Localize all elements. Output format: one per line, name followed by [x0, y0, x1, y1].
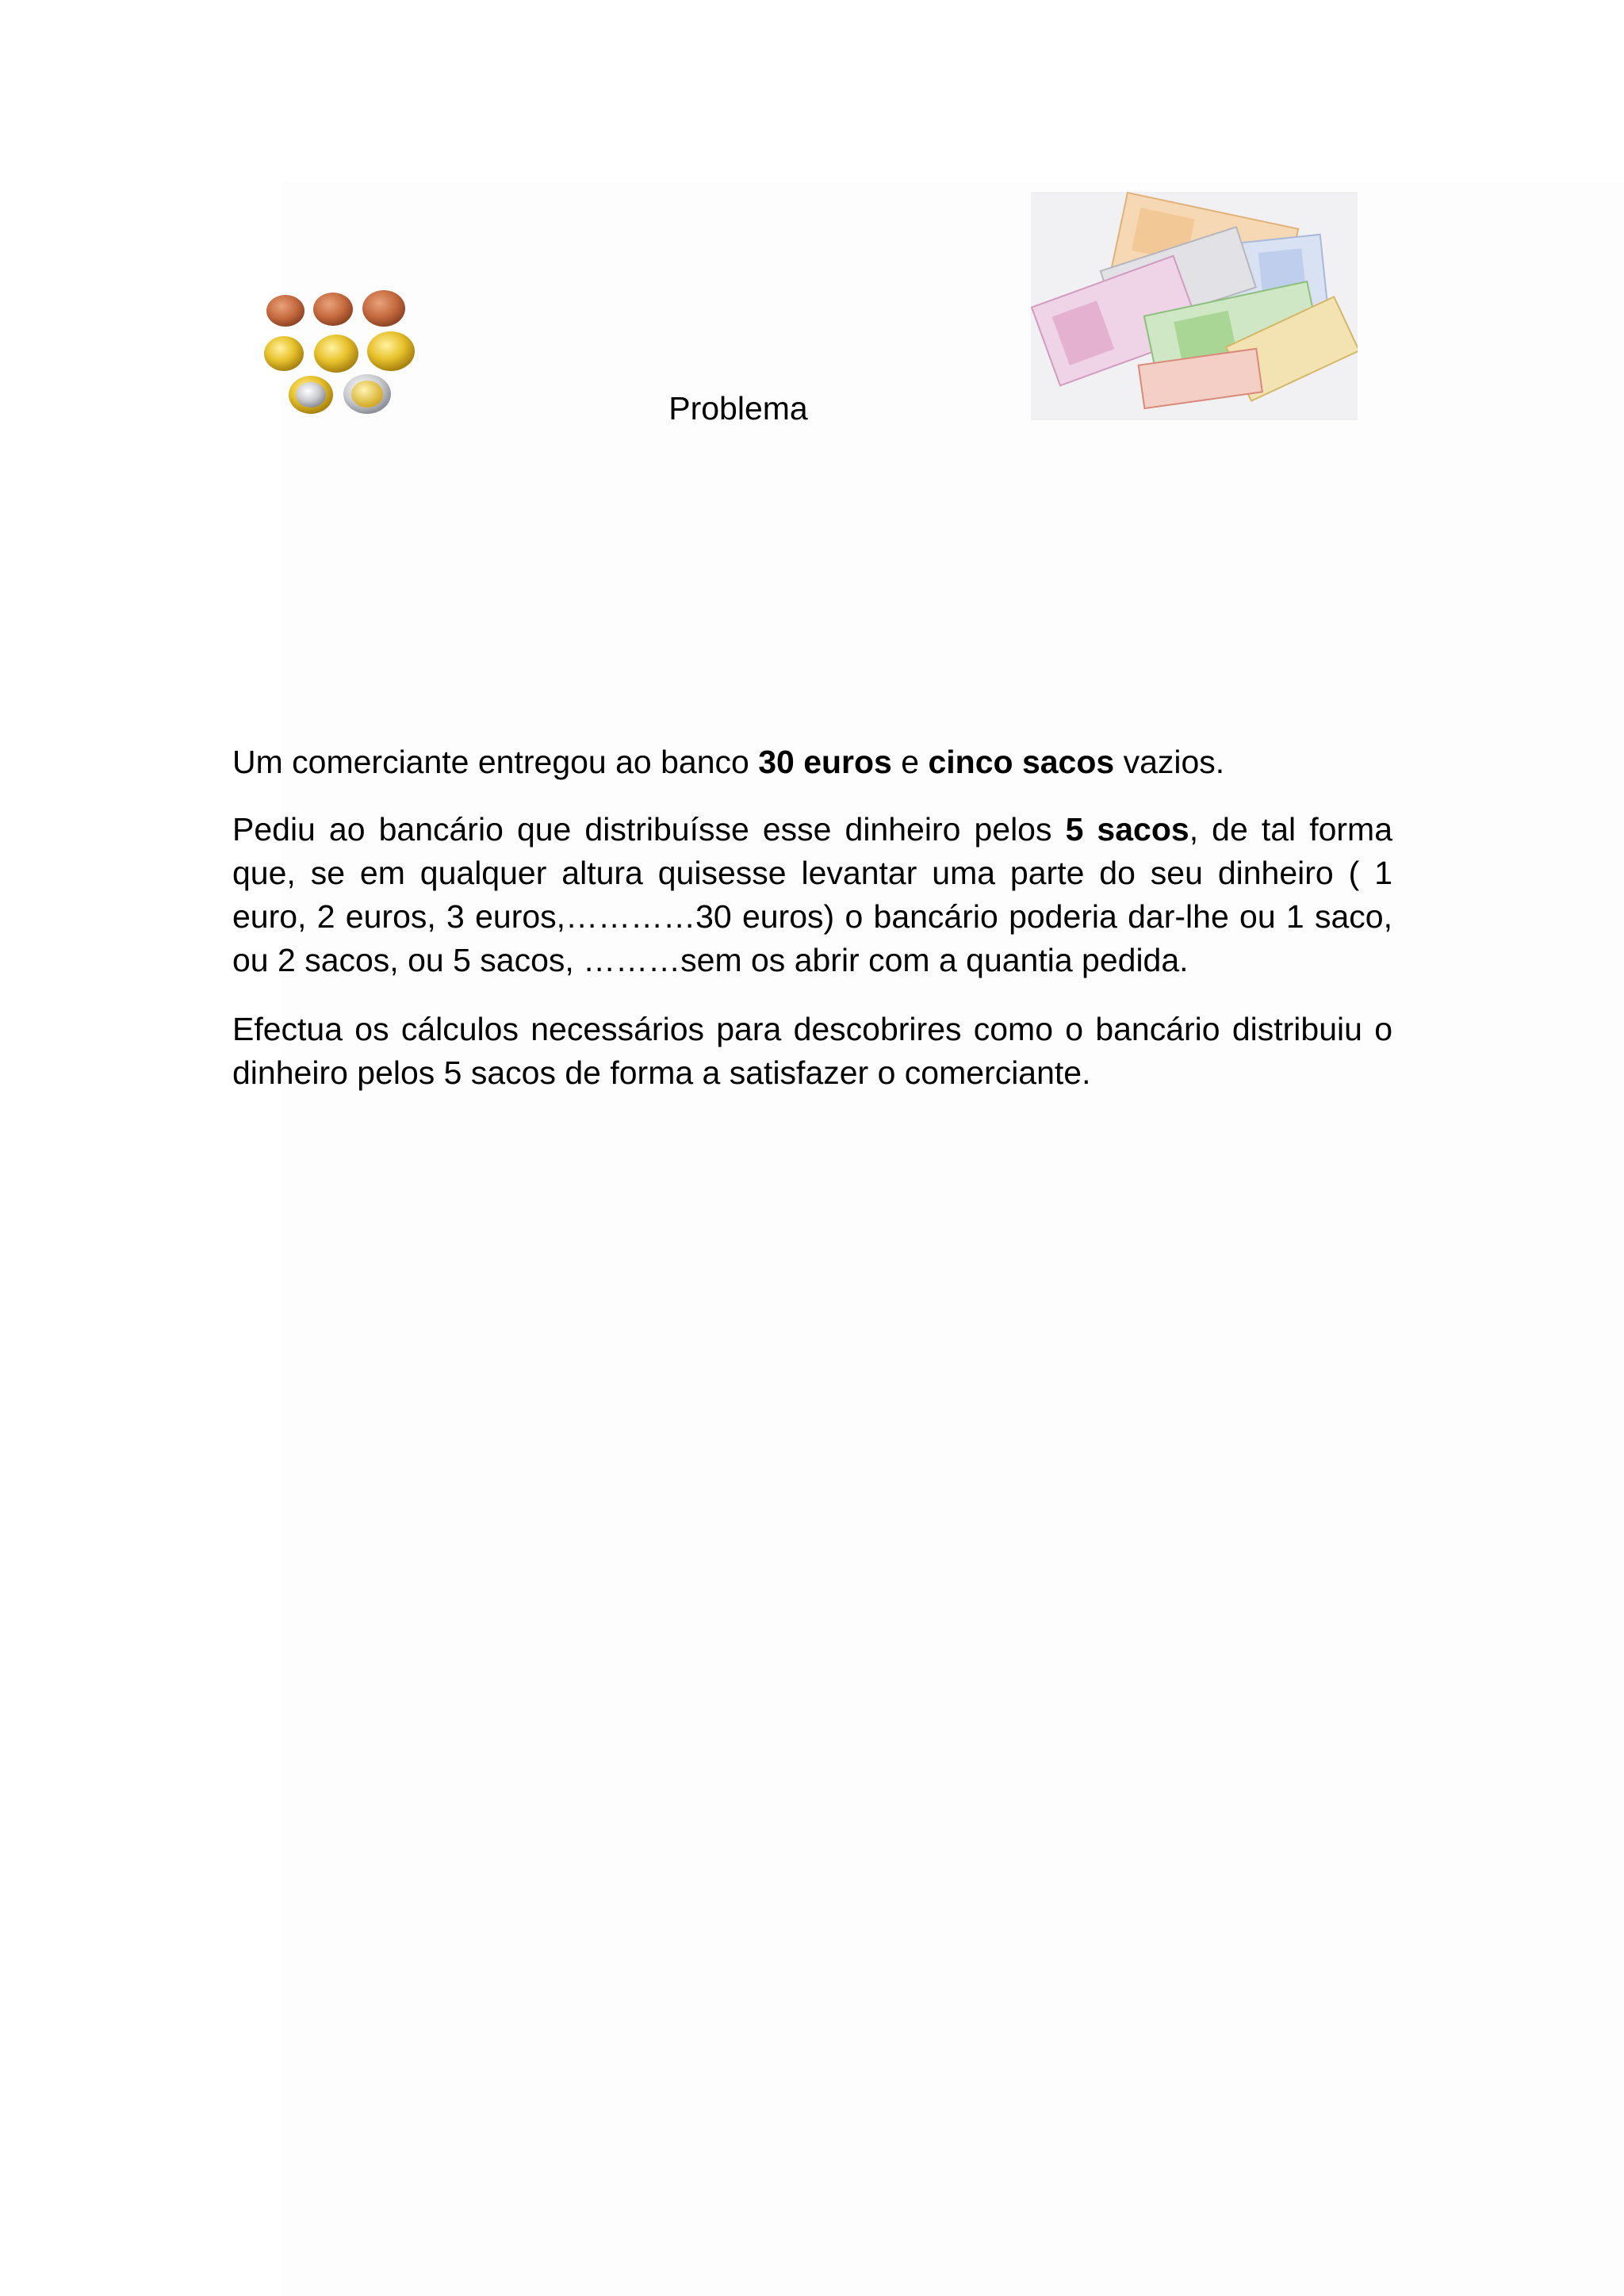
- page-title: Problema: [668, 390, 808, 427]
- coin-20-cent: [314, 335, 358, 373]
- paragraph-2: Pediu ao bancário que distribuísse esse dinheiro pelos 5 sacos, de tal forma que, se em qualquer altura quisesse levantar uma parte do seu dinheiro ( 1 euro, 2 euros, 3 euros,…………30 euros) o bancário poderia dar-lhe ou 1 saco, ou 2 sacos, ou 5 sacos, ………sem os abrir com a quantia pedida.: [232, 811, 1392, 978]
- bold-five-bags: 5 sacos: [1065, 811, 1189, 848]
- bold-amount: 30 euros: [758, 744, 892, 780]
- paragraph-1: Um comerciante entregou ao banco 30 euros e cinco sacos vazios.: [232, 744, 1225, 780]
- coin-2-cent: [313, 293, 353, 326]
- coin-1-cent: [266, 295, 304, 327]
- bold-bags: cinco sacos: [928, 744, 1115, 780]
- euro-banknotes-image: [1031, 192, 1358, 420]
- coin-50-cent: [367, 331, 415, 371]
- coin-10-cent: [264, 336, 304, 371]
- problem-text: [232, 740, 1392, 1120]
- coin-5-cent: [362, 290, 405, 327]
- page-background: [282, 182, 1624, 2296]
- paragraph-3: Efectua os cálculos necessários para descobrires como o bancário distribuiu o dinheiro pelos 5 sacos de forma a satisfazer o comerciante.: [232, 1011, 1392, 1091]
